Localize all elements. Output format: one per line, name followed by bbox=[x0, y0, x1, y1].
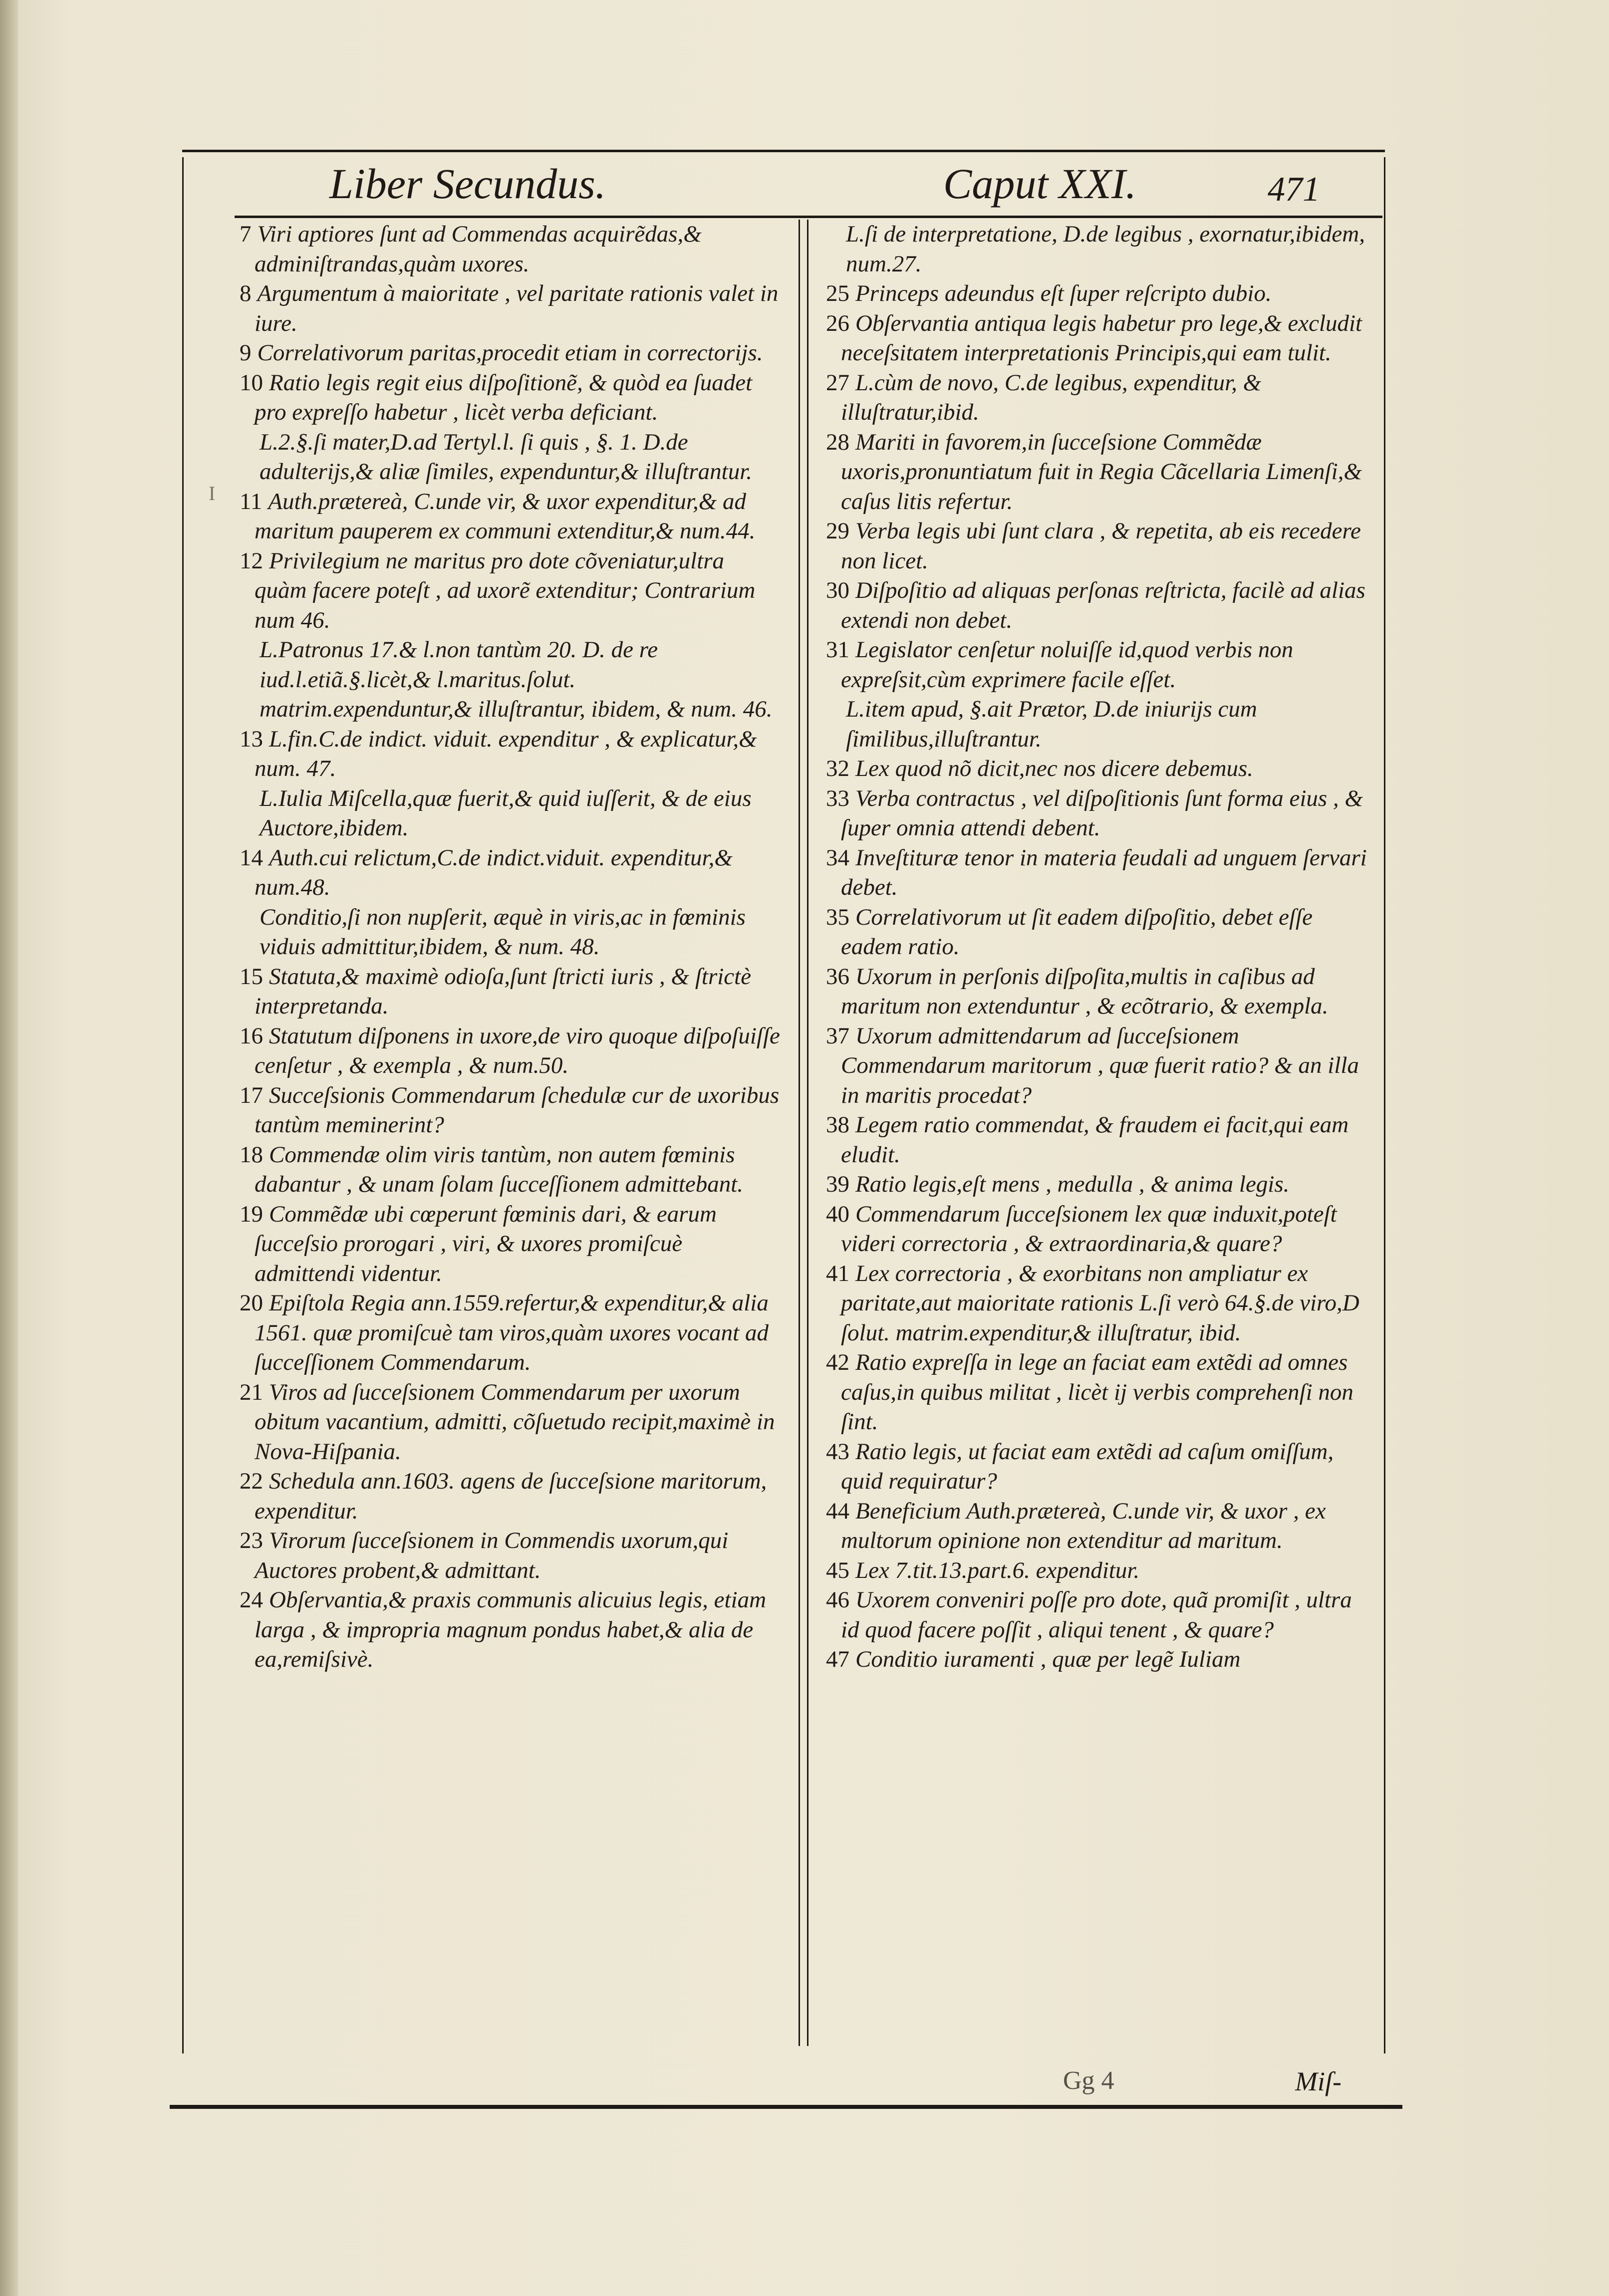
entry-text: L.ſi de interpretatione, D.de legibus , exornatur,ibidem, num.27. bbox=[846, 221, 1365, 277]
entry-number: 11 bbox=[240, 488, 263, 514]
entry-number: 36 bbox=[826, 963, 849, 990]
index-entry bbox=[240, 220, 781, 279]
entry-number: 30 bbox=[826, 577, 849, 603]
index-entry bbox=[826, 309, 1367, 368]
margin-mark: I bbox=[209, 482, 216, 505]
entry-number: 33 bbox=[826, 785, 849, 811]
entry-text: Mariti in favorem,in ſucceſsione Commẽdæ uxoris,pronuntiatum fuit in Regia Cãcellaria Limenſi,& caſus litis refertur. bbox=[841, 429, 1362, 514]
entry-text: Succeſsionis Commendarum ſchedulæ cur de uxoribus tantùm meminerint? bbox=[255, 1082, 780, 1138]
left-column bbox=[240, 220, 781, 2041]
entry-number: 44 bbox=[826, 1498, 849, 1524]
entry-number: 39 bbox=[826, 1171, 849, 1197]
entry-text: Obſervantia,& praxis communis alicuius legis, etiam larga , & impropria magnum pondus habet,& alia de ea,remiſsivè. bbox=[255, 1587, 767, 1672]
index-entry bbox=[240, 1467, 781, 1526]
entry-text: Ratio legis regit eius diſpoſitionẽ, & quòd ea ſuadet pro expreſſo habetur , licèt verba deficiant. bbox=[255, 369, 753, 425]
entry-text: Argumentum à maioritate , vel paritate rationis valet in iure. bbox=[255, 280, 779, 336]
entry-text: L.2.§.ſi mater,D.ad Tertyl.l. ſi quis , §. 1. D.de adulterijs,& aliæ ſimiles, expenduntur,& illuſtrantur. bbox=[260, 429, 753, 485]
index-entry bbox=[826, 784, 1367, 843]
entry-number: 9 bbox=[240, 340, 252, 366]
index-entry bbox=[240, 1526, 781, 1585]
running-head-left: Liber Secundus. bbox=[329, 160, 606, 208]
entry-number: 26 bbox=[826, 310, 849, 336]
entry-number: 38 bbox=[826, 1112, 849, 1138]
entry-number: 42 bbox=[826, 1349, 849, 1375]
entry-text: Viros ad ſucceſsionem Commendarum per uxorum obitum vacantium, admitti, cõſuetudo recipit,maximè in Nova-Hiſpania. bbox=[255, 1379, 775, 1465]
entry-number: 12 bbox=[240, 547, 263, 574]
entry-text: L.Patronus 17.& l.non tantùm 20. D. de re iud.l.etiã.§.licèt,& l.maritus.ſolut. matrim.expenduntur,& illuſtrantur, ibidem, & num. 46. bbox=[260, 637, 773, 722]
index-entry bbox=[826, 1259, 1367, 1348]
entry-number: 8 bbox=[240, 280, 252, 306]
entry-text: Conditio iuramenti , quæ per legẽ Iuliam bbox=[855, 1646, 1241, 1672]
index-entry bbox=[240, 546, 781, 636]
index-entry bbox=[240, 279, 781, 338]
entry-text: Verba contractus , vel diſpoſitionis ſunt forma eius , & ſuper omnia attendi debent. bbox=[841, 785, 1363, 841]
index-entry bbox=[240, 428, 781, 487]
index-entry bbox=[240, 487, 781, 546]
entry-number: 21 bbox=[240, 1379, 263, 1405]
entry-text: Commendæ olim viris tantùm, non autem fœminis dabantur , & unam ſolam ſucceſſionem admittebant. bbox=[255, 1141, 744, 1197]
index-entry bbox=[240, 1081, 781, 1140]
index-entry bbox=[826, 1437, 1367, 1497]
index-entry bbox=[240, 1378, 781, 1467]
entry-number: 10 bbox=[240, 369, 263, 396]
page-binding-edge bbox=[0, 0, 18, 2296]
entry-number: 29 bbox=[826, 518, 849, 544]
index-entry bbox=[826, 1021, 1367, 1111]
entry-text: L.fin.C.de indict. viduit. expenditur , & explicatur,& num. 47. bbox=[255, 726, 757, 781]
signature-mark: Gg 4 bbox=[1063, 2066, 1114, 2095]
entry-text: Beneficium Auth.prætereà, C.unde vir, & uxor , ex multorum opinione non extenditur ad maritum. bbox=[841, 1498, 1326, 1553]
index-entry bbox=[826, 1645, 1367, 1675]
index-entry bbox=[240, 338, 781, 368]
index-entry bbox=[826, 220, 1367, 279]
index-entry bbox=[240, 725, 781, 784]
index-entry bbox=[826, 695, 1367, 754]
entry-text: L.Iulia Miſcella,quæ fuerit,& quid iuſſerit, & de eius Auctore,ibidem. bbox=[260, 785, 752, 841]
entry-text: Commendarum ſucceſsionem lex quæ induxit,poteſt videri correctoria , & extraordinaria,& quare? bbox=[841, 1201, 1337, 1257]
index-entry bbox=[240, 1200, 781, 1289]
bottom-rule bbox=[170, 2105, 1402, 2109]
entry-text: Statuta,& maximè odioſa,ſunt ſtricti iuris , & ſtrictè interpretanda. bbox=[255, 963, 752, 1019]
header-rule bbox=[235, 216, 1382, 218]
entry-number: 46 bbox=[826, 1587, 849, 1613]
entry-text: Epiſtola Regia ann.1559.refertur,& expenditur,& alia 1561. quæ promiſcuè tam viros,quàm uxores vocant ad ſucceſſionem Commendarum. bbox=[255, 1290, 769, 1375]
entry-text: Viri aptiores ſunt ad Commendas acquirẽdas,& adminiſtrandas,quàm uxores. bbox=[255, 221, 702, 277]
entry-number: 16 bbox=[240, 1022, 263, 1049]
index-entry bbox=[240, 843, 781, 903]
entry-number: 43 bbox=[826, 1438, 849, 1465]
entry-text: Legem ratio commendat, & fraudem ei facit,qui eam eludit. bbox=[841, 1112, 1349, 1168]
entry-number: 34 bbox=[826, 844, 849, 871]
entry-number: 17 bbox=[240, 1082, 263, 1108]
index-entry bbox=[826, 1348, 1367, 1437]
index-entry bbox=[240, 784, 781, 843]
index-entry bbox=[826, 368, 1367, 428]
entry-number: 40 bbox=[826, 1201, 849, 1227]
page-number: 471 bbox=[1268, 170, 1320, 209]
index-entry bbox=[826, 1170, 1367, 1200]
entry-number: 7 bbox=[240, 221, 252, 247]
right-column bbox=[826, 220, 1367, 2041]
index-entry bbox=[240, 368, 781, 428]
entry-number: 31 bbox=[826, 637, 849, 663]
entry-text: Statutum diſponens in uxore,de viro quoque diſpoſuiſſe cenſetur , & exempla , & num.50. bbox=[255, 1022, 780, 1078]
entry-number: 23 bbox=[240, 1528, 263, 1553]
entry-number: 18 bbox=[240, 1141, 263, 1168]
entry-text: Verba legis ubi ſunt clara , & repetita, ab eis recedere non licet. bbox=[841, 518, 1361, 574]
entry-number: 45 bbox=[826, 1557, 849, 1583]
entry-text: Correlativorum paritas,procedit etiam in correctorijs. bbox=[257, 340, 763, 366]
entry-text: Auth.cui relictum,C.de indict.viduit. expenditur,& num.48. bbox=[255, 844, 733, 900]
entry-text: Virorum ſucceſsionem in Commendis uxorum,qui Auctores probent,& admittant. bbox=[255, 1528, 729, 1583]
entry-text: Privilegium ne maritus pro dote cõveniatur,ultra quàm facere poteſt , ad uxorẽ extenditur; Contrarium num 46. bbox=[255, 547, 756, 633]
index-entry bbox=[826, 1585, 1367, 1645]
entry-number: 19 bbox=[240, 1201, 263, 1227]
entry-text: Ratio expreſſa in lege an faciat eam extẽdi ad omnes caſus,in quibus militat , licèt ij verbis comprehenſi non ſint. bbox=[841, 1349, 1353, 1435]
index-entry bbox=[826, 428, 1367, 517]
entry-text: Ratio legis,eſt mens , medulla , & anima legis. bbox=[855, 1171, 1290, 1197]
index-entry bbox=[240, 1021, 781, 1081]
index-entry bbox=[826, 279, 1367, 309]
entry-number: 37 bbox=[826, 1022, 849, 1049]
index-entry bbox=[826, 1556, 1367, 1586]
entry-text: Inveſtituræ tenor in materia feudali ad unguem ſervari debet. bbox=[841, 844, 1367, 900]
entry-text: Uxorum in perſonis diſpoſita,multis in caſibus ad maritum non extenduntur , & ecõtrario, & exempla. bbox=[841, 963, 1329, 1019]
entry-number: 32 bbox=[826, 756, 849, 781]
index-entry bbox=[826, 1200, 1367, 1259]
entry-number: 35 bbox=[826, 904, 849, 930]
index-entry bbox=[826, 576, 1367, 635]
index-entry bbox=[826, 754, 1367, 784]
column-divider bbox=[799, 220, 808, 2046]
index-entry bbox=[240, 1585, 781, 1675]
entry-text: Lex 7.tit.13.part.6. expenditur. bbox=[855, 1557, 1140, 1583]
entry-text: Diſpoſitio ad aliquas perſonas reſtricta, facilè ad alias extendi non debet. bbox=[841, 577, 1365, 633]
entry-number: 24 bbox=[240, 1587, 263, 1613]
index-entry bbox=[826, 962, 1367, 1021]
entry-text: Lex quod nõ dicit,nec nos dicere debemus. bbox=[855, 756, 1254, 781]
entry-number: 47 bbox=[826, 1646, 849, 1672]
entry-text: Schedula ann.1603. agens de ſucceſsione maritorum, expenditur. bbox=[255, 1468, 767, 1524]
entry-number: 27 bbox=[826, 369, 849, 396]
entry-number: 41 bbox=[826, 1260, 849, 1286]
entry-number: 20 bbox=[240, 1290, 263, 1316]
entry-text: Auth.prætereà, C.unde vir, & uxor expenditur,& ad maritum pauperem ex communi extenditur,& num.44. bbox=[255, 488, 756, 544]
entry-text: L.cùm de novo, C.de legibus, expenditur, & illuſtratur,ibid. bbox=[841, 369, 1262, 425]
index-entry bbox=[240, 1140, 781, 1200]
index-entry bbox=[240, 635, 781, 725]
index-entry bbox=[240, 1288, 781, 1378]
index-entry bbox=[826, 1110, 1367, 1170]
index-entry bbox=[826, 516, 1367, 576]
entry-number: 25 bbox=[826, 280, 849, 306]
entry-text: Commẽdæ ubi cœperunt fœminis dari, & earum ſucceſsio prorogari , viri, & uxores promiſcuè admittendi videntur. bbox=[255, 1201, 717, 1286]
entry-number: 22 bbox=[240, 1468, 263, 1494]
index-entry bbox=[826, 1497, 1367, 1556]
entry-text: Uxorem conveniri poſſe pro dote, quã promiſit , ultra id quod facere poſſit , aliqui tenent , & quare? bbox=[841, 1587, 1352, 1643]
entry-text: Lex correctoria , & exorbitans non ampliatur ex paritate,aut maioritate rationis L.ſi verò 64.§.de viro,D ſolut. matrim.expenditur,& illuſtratur, ibid. bbox=[841, 1260, 1359, 1346]
entry-number: 15 bbox=[240, 963, 263, 990]
index-entry bbox=[240, 962, 781, 1021]
entry-text: Correlativorum ut ſit eadem diſpoſitio, debet eſſe eadem ratio. bbox=[841, 904, 1313, 960]
entry-number: 14 bbox=[240, 844, 263, 871]
index-entry bbox=[826, 635, 1367, 695]
entry-text: Obſervantia antiqua legis habetur pro lege,& excludit neceſsitatem interpretationis Principis,qui eam tulit. bbox=[841, 310, 1362, 366]
top-rule bbox=[182, 150, 1385, 152]
entry-number: 28 bbox=[826, 429, 849, 455]
entry-text: Uxorum admittendarum ad ſucceſsionem Commendarum maritorum , quæ fuerit ratio? & an illa in maritis procedat? bbox=[841, 1022, 1359, 1108]
entry-text: Legislator cenſetur noluiſſe id,quod verbis non expreſsit,cùm exprimere facile eſſet. bbox=[841, 637, 1294, 693]
entry-text: Ratio legis, ut faciat eam extẽdi ad caſum omiſſum, quid requiratur? bbox=[841, 1438, 1334, 1494]
entry-number: 13 bbox=[240, 726, 263, 752]
index-entry bbox=[826, 903, 1367, 962]
index-entry bbox=[240, 903, 781, 962]
entry-text: Conditio,ſi non nupſerit, æquè in viris,ac in fœminis viduis admittitur,ibidem, & num. 48. bbox=[260, 904, 746, 960]
entry-text: L.item apud, §.ait Prætor, D.de iniurijs cum ſimilibus,illuſtrantur. bbox=[846, 696, 1257, 752]
index-entry bbox=[826, 843, 1367, 903]
catchword: Miſ- bbox=[1295, 2066, 1341, 2096]
entry-text: Princeps adeundus eſt ſuper reſcripto dubio. bbox=[855, 280, 1272, 306]
running-head-right: Caput XXI. bbox=[943, 160, 1136, 208]
